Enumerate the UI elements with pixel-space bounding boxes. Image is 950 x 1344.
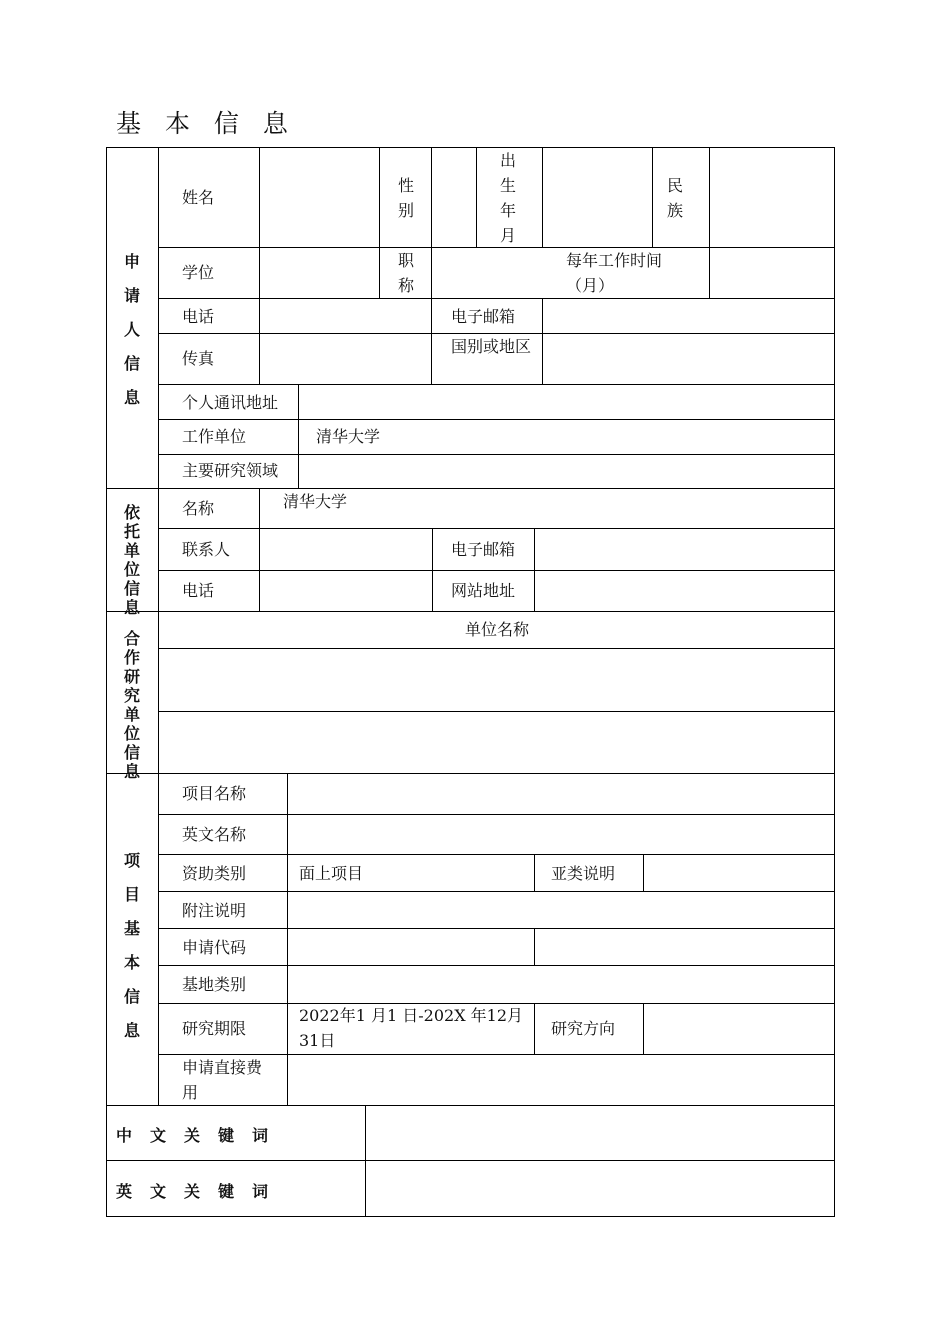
code-label: 申请代码 (182, 938, 247, 957)
title-label: 职称 (398, 251, 415, 295)
research-label: 主要研究领域 (182, 461, 279, 480)
project-en-name-label: 英文名称 (182, 825, 247, 844)
applicant-section-label: 申请人信息 (123, 252, 140, 407)
period-value[interactable]: 2022年1 月1 日-202X 年12月31日 (299, 1006, 524, 1050)
name-label: 姓名 (182, 188, 215, 207)
note-label: 附注说明 (182, 901, 247, 920)
host-website-label: 网站地址 (451, 581, 516, 600)
basic-info-form (106, 147, 835, 1217)
degree-label: 学位 (182, 263, 215, 282)
ethnicity-label: 民族 (667, 176, 684, 220)
host-section-label: 依托单位信息 (123, 503, 140, 617)
birth-label: 出生年月 (500, 151, 517, 245)
host-phone-label: 电话 (182, 581, 215, 600)
host-email-label: 电子邮箱 (451, 540, 516, 559)
subcat-label: 亚类说明 (551, 864, 616, 883)
cn-keywords-label: 中文关键词 (116, 1126, 287, 1145)
funding-value[interactable]: 面上项目 (299, 864, 364, 883)
funding-label: 资助类别 (182, 864, 247, 883)
base-label: 基地类别 (182, 975, 247, 994)
phone-label: 电话 (182, 307, 215, 326)
en-keywords-label: 英文关键词 (116, 1182, 287, 1201)
country-label: 国别或地区 (451, 337, 532, 356)
direction-label: 研究方向 (551, 1019, 616, 1038)
host-contact-label: 联系人 (182, 540, 231, 559)
cost-label: 申请直接费用 (182, 1058, 263, 1102)
work-months-label: 每年工作时间（月） (566, 251, 663, 295)
fax-label: 传真 (182, 349, 215, 368)
employer-value[interactable]: 清华大学 (316, 427, 381, 446)
address-label: 个人通讯地址 (182, 393, 279, 412)
host-name-value[interactable]: 清华大学 (283, 492, 348, 511)
project-section-label: 项目基本信息 (123, 851, 140, 1040)
page-title: 基 本 信 息 (116, 109, 296, 138)
email-label: 电子邮箱 (451, 307, 516, 326)
partner-section-label: 合作研究单位信息 (123, 629, 140, 781)
gender-label: 性别 (398, 176, 415, 220)
host-name-label: 名称 (182, 499, 215, 518)
employer-label: 工作单位 (182, 427, 247, 446)
partner-unit-header: 单位名称 (464, 620, 529, 639)
period-label: 研究期限 (182, 1019, 247, 1038)
project-name-label: 项目名称 (182, 784, 247, 803)
